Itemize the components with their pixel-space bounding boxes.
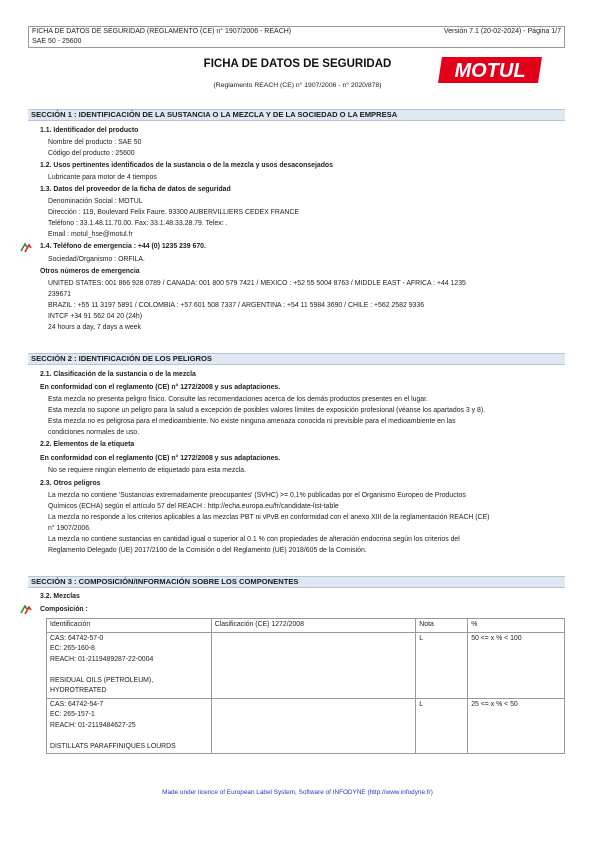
emergency-numbers-line-4: INTCF +34 91 562 04 20 (24h): [48, 313, 143, 320]
company-address: Dirección : 119, Boulevard Felix Faure. 93300 AUBERVILLIERS CEDEX FRANCE: [48, 209, 299, 216]
label-text: No se requiere ningún elemento de etiquetado para esta mezcla.: [48, 467, 247, 474]
id-line: EC: 265-157-1: [50, 711, 95, 718]
s2-3-heading: 2.3. Otros peligros: [40, 480, 101, 487]
id-line: [50, 731, 208, 742]
composition-label: Composición :: [40, 606, 88, 613]
company-phone: Teléfono : 33.1.48.11.70.00. Fax: 33.1.48.33.28.79. Telex: .: [48, 220, 228, 227]
col-header-percent: %: [468, 619, 565, 633]
s2-1-conformity: En conformidad con el reglamento (CE) n° 1272/2008 y sus adaptaciones.: [40, 384, 281, 391]
page-title: FICHA DE DATOS DE SEGURIDAD: [203, 58, 392, 70]
header-document-line: FICHA DE DATOS DE SEGURIDAD (REGLAMENTO (CE) n° 1907/2006 - REACH): [32, 28, 292, 35]
id-line: REACH: 01-2119484627-25: [50, 721, 136, 729]
other-hazards-6: Reglamento Delegado (UE) 2017/2100 de la Comisión o del Reglamento (UE) 2018/605 de la Comisión.: [48, 547, 367, 554]
other-hazards-3: La mezcla no responde a los criterios aplicables a las mezclas PBT ni vPvB en conformidad con el anexo XIII de la reglamentación REACH (CE): [48, 514, 490, 521]
hazard-text-2: Esta mezcla no supone un peligro para la salud a excepción de posibles valores límites de exposición profesional (véanse los apartados 3 y 8).: [48, 407, 486, 414]
page-subtitle: (Reglamento REACH (CE) n° 1907/2006 - n° 2020/878): [213, 82, 382, 89]
other-hazards-4: n° 1907/2006.: [48, 525, 91, 532]
company-name: Denominación Social : MOTUL: [48, 198, 143, 205]
cell-classification: [211, 698, 416, 754]
change-marker-icon: [19, 604, 33, 616]
section-2-title: SECCIÓN 2 : IDENTIFICACIÓN DE LOS PELIGROS: [28, 353, 565, 365]
change-marker-icon: [19, 242, 33, 254]
product-use: Lubricante para motor de 4 tiempos: [48, 174, 157, 181]
page-header: [28, 26, 565, 48]
cell-identification: [47, 632, 212, 698]
other-hazards-5: La mezcla no contiene sustancias en cantidad igual o superior al 0.1 % con propiedades de alteración endocrina según los criterios del: [48, 536, 460, 543]
product-name: Nombre del producto : SAE 50: [48, 139, 142, 146]
s2-2-conformity: En conformidad con el reglamento (CE) n° 1272/2008 y sus adaptaciones.: [40, 455, 281, 462]
emergency-numbers-line-1: UNITED STATES: 001 866 928 0789 / CANADA: 001 800 579 7421 / MEXICO : +52 55 5004 8763 / MIDDLE EAST - AFRICA : +44 1235: [48, 280, 466, 287]
emergency-organism: Sociedad/Organismo : ORFILA.: [48, 256, 145, 263]
id-line: DISTILLATS PARAFFINIQUES LOURDS: [50, 742, 176, 750]
id-line: CAS: 64742-54-7: [50, 700, 104, 708]
cell-percent: 50 <= x % < 100: [468, 632, 565, 698]
other-numbers-label: Otros números de emergencia: [40, 268, 140, 275]
hazard-text-4: condiciones normales de uso.: [48, 429, 140, 436]
table-row: [47, 698, 565, 754]
cell-note: L: [416, 698, 468, 754]
composition-table: [46, 618, 565, 754]
cell-identification: [47, 698, 212, 754]
header-product-line: SAE 50 - 25600: [32, 38, 82, 45]
emergency-numbers-line-5: 24 hours a day, 7 days a week: [48, 324, 141, 331]
cell-classification: [211, 632, 416, 698]
s1-3-heading: 1.3. Datos del proveedor de la ficha de datos de seguridad: [40, 186, 231, 193]
id-line: CAS: 64742-57-0: [50, 634, 104, 642]
id-line: EC: 265-160-8: [50, 645, 95, 652]
other-hazards-2: Químicos (ECHA) según el artículo 57 del REACH : http://echa.europa.eu/fr/candidate-list-table: [48, 503, 339, 510]
id-line: REACH: 01-2119489287-22-0004: [50, 655, 154, 663]
other-hazards-1: La mezcla no contiene 'Sustancias extremadamente preocupantes' (SVHC) >= 0,1% publicadas por el Organismo Europeo de Productos: [48, 492, 466, 499]
section-3-title: SECCIÓN 3 : COMPOSICIÓN/INFORMACIÓN SOBRE LOS COMPONENTES: [28, 576, 565, 588]
col-header-classification: Clasificación (CE) 1272/2008: [211, 619, 416, 633]
cell-percent: 25 <= x % < 50: [468, 698, 565, 754]
logo-text: MOTUL: [454, 60, 526, 82]
s2-2-heading: 2.2. Elementos de la etiqueta: [40, 441, 135, 448]
cell-note: L: [416, 632, 468, 698]
section-1-title: SECCIÓN 1 : IDENTIFICACIÓN DE LA SUSTANCIA O LA MEZCLA Y DE LA SOCIEDAD O LA EMPRESA: [28, 109, 565, 121]
hazard-text-1: Esta mezcla no presenta peligro físico. Consulte las recomendaciones acerca de los demás productos presentes en el lugar.: [48, 396, 428, 403]
s2-1-heading: 2.1. Clasificación de la sustancia o de la mezcla: [40, 371, 196, 378]
col-header-identification: Identificación: [47, 619, 212, 633]
motul-logo: [438, 55, 546, 85]
product-code: Código del producto : 25600: [48, 150, 135, 157]
col-header-note: Nota: [416, 619, 468, 633]
hazard-text-3: Esta mezcla no es peligrosa para el medioambiente. No existe ninguna amenaza conocida ni previsible para el medioambiente en las: [48, 418, 456, 425]
id-line: RESIDUAL OILS (PETROLEUM),: [50, 676, 154, 684]
company-email: Email : motul_hse@motul.fr: [48, 231, 133, 238]
table-header-row: [47, 619, 565, 633]
id-line: [50, 665, 208, 676]
emergency-numbers-line-3: BRAZIL : +55 11 3197 5891 / COLOMBIA : +57 601 508 7337 / ARGENTINA : +54 11 5984 3690 / CHILE : +562 2582 9336: [48, 302, 425, 309]
s3-2-heading: 3.2. Mezclas: [40, 593, 80, 600]
emergency-numbers-line-2: 239671: [48, 291, 71, 298]
s1-2-heading: 1.2. Usos pertinentes identificados de la sustancia o de la mezcla y usos desaconsejados: [40, 162, 333, 169]
s1-4-heading: 1.4. Teléfono de emergencia : +44 (0) 1235 239 670.: [40, 243, 206, 250]
header-version: Versión 7.1 (20-02-2024) - Página 1/7: [443, 28, 561, 35]
footer-licence: Made under licence of European Label System, Software of INFODYNE (http://www.infodyne.fr): [162, 789, 433, 796]
s1-1-heading: 1.1. Identificador del producto: [40, 127, 139, 134]
table-row: [47, 632, 565, 698]
id-line: HYDROTREATED: [50, 687, 107, 694]
